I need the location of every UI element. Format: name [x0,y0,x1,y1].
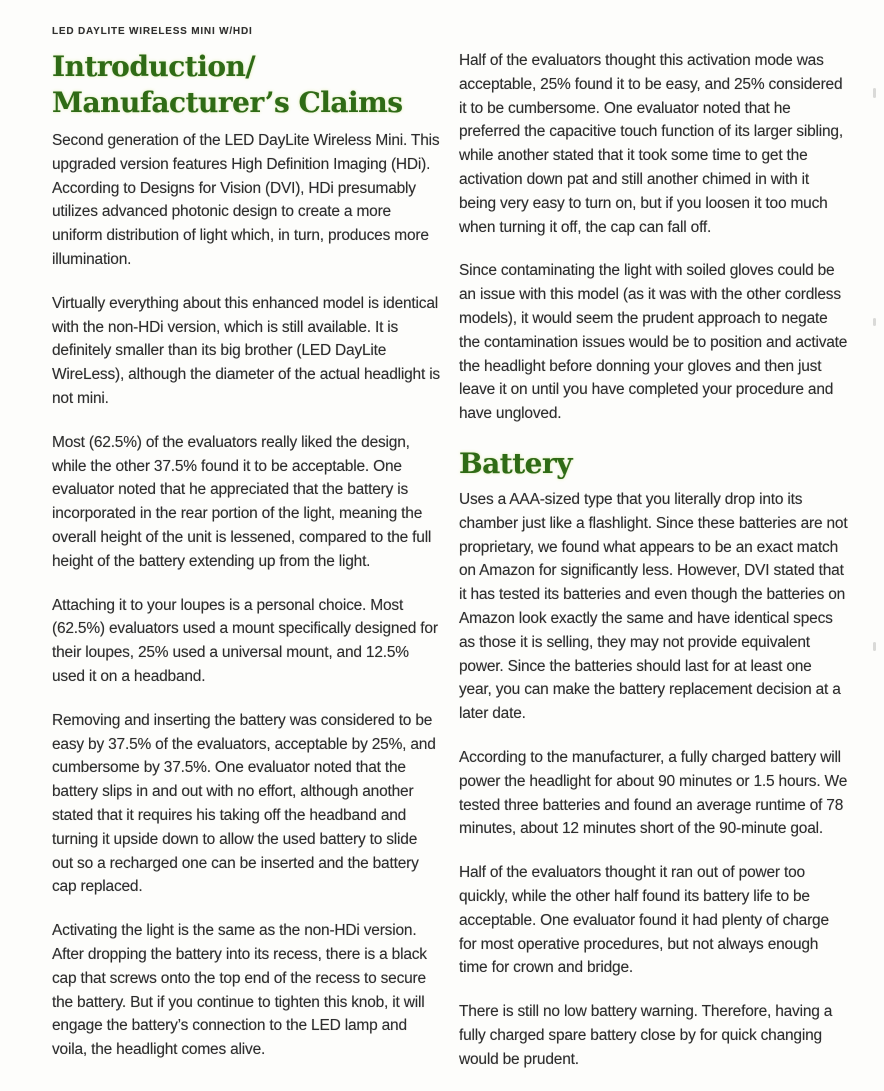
paragraph-activation-2: Since contaminating the light with soiled gloves could be an issue with this model (as it was with the other cordless models), it would seem the prudent approach to negate the contamination issues would be to position and activate the headlight before donning your gloves and then just leave it on until you have completed your procedure and have ungloved. [459,262,848,423]
scan-artifact [873,642,876,651]
paragraph-intro-1: Second generation of the LED DayLite Wireless Mini. This upgraded version features High Definition Imaging (HDi). According to Designs for Vision (DVI), HDi presumably utilizes advanced photonic design to create a more uniform distribution of light which, in turn, produces more illumination. [52,132,440,268]
right-column [459,49,848,1091]
paragraph-battery-3: Half of the evaluators thought it ran out of power too quickly, while the other half found its battery life to be acceptable. One evaluator found it had plenty of charge for most operative procedures, but not always enough time for crown and bridge. [459,864,829,977]
paragraph-battery-4: There is still no low battery warning. Therefore, having a fully charged spare battery close by for quick changing would be prudent. [459,1003,833,1068]
heading-line-2: Manufacturer’s Claims [52,86,403,119]
paragraph-intro-2: Virtually everything about this enhanced model is identical with the non-HDi version, which is still available. It is definitely smaller than its big brother (LED DayLite WireLess), although the diameter of the actual headlight is not mini. [52,294,440,407]
paragraph-intro-6: Activating the light is the same as the non-HDi version. After dropping the battery into its recess, there is a black cap that screws onto the top end of the recess to secure the battery. But if you continue to tighten this knob, it will engage the battery’s connection to the LED lamp and voila, the headlight comes alive. [52,922,427,1059]
two-column-layout [52,49,848,1091]
paragraph-battery-1: Uses a AAA-sized type that you literally drop into its chamber just like a flashlight. Since these batteries are not proprietary, we found what appears to be an exact match on Amazon for significantly less. However, DVI stated that it has tested its batteries and even though the batteries on Amazon look exactly the same and have identical specs as those it is selling, they may not provide equivalent power. Since the batteries should last for at least one year, you can make the battery replacement decision at a later date. [459,490,848,723]
section-heading-battery: Battery [459,446,573,480]
heading-line-1: Introduction/ [52,50,256,83]
section-heading-introduction [52,49,441,121]
paragraph-intro-5: Removing and inserting the battery was considered to be easy by 37.5% of the evaluators, acceptable by 25%, and cumbersome by 37.5%. One evaluator noted that the battery slips in and out with no effort, although another stated that it requires his taking off the headband and turning it upside down to allow the used battery to slide out so a recharged one can be inserted and the battery cap replaced. [52,711,436,896]
scan-artifact [873,88,876,98]
paragraph-activation-1: Half of the evaluators thought this activation mode was acceptable, 25% found it to be easy, and 25% considered it to be cumbersome. One evaluator noted that he preferred the capacitive touch function of its larger sibling, while another stated that it took some time to get the activation down pat and still another chimed in with it being very easy to turn on, but if you loosen it too much when turning it off, the cap can fall off. [459,52,843,236]
document-kicker: LED DAYLITE WIRELESS MINI W/HDI [52,26,253,37]
paragraph-intro-3: Most (62.5%) of the evaluators really liked the design, while the other 37.5% found it to be acceptable. One evaluator noted that he appreciated that the battery is incorporated in the rear portion of the light, meaning the overall height of the unit is lessened, compared to the full height of the battery extending up from the light. [52,433,432,570]
scan-artifact [873,318,876,326]
paragraph-intro-4: Attaching it to your loupes is a personal choice. Most (62.5%) evaluators used a mount specifically designed for their loupes, 25% used a universal mount, and 12.5% used it on a headband. [52,596,438,685]
paragraph-battery-2: According to the manufacturer, a fully charged battery will power the headlight for about 90 minutes or 1.5 hours. We tested three batteries and found an average runtime of 78 minutes, about 12 minutes short of the 90-minute goal. [459,748,848,838]
left-column [52,49,441,1082]
